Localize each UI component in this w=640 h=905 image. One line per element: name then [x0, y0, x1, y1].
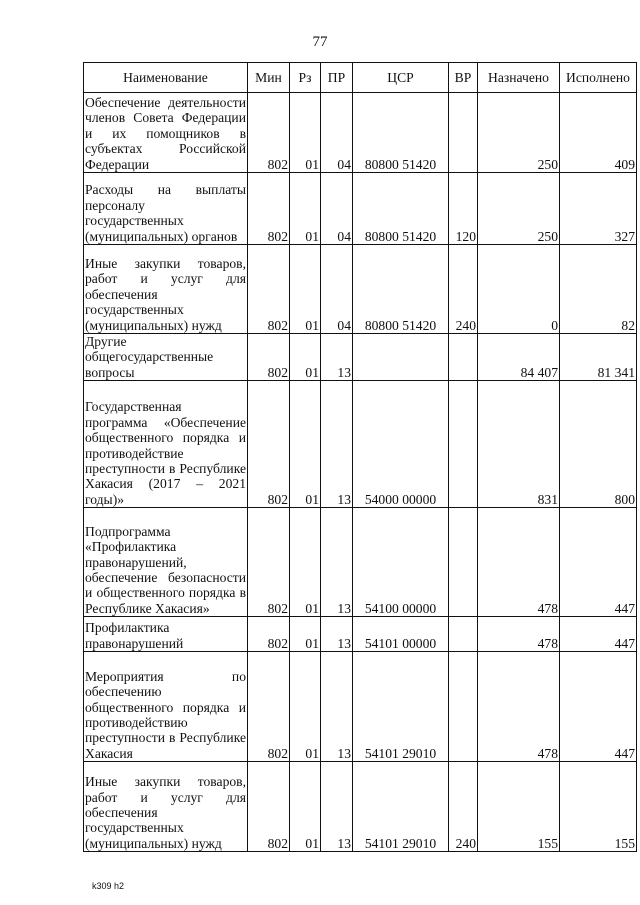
- row-csr: 54101 00000: [353, 617, 449, 652]
- row-name: Иные закупки товаров, работ и услуг для обеспечения государственных (муниципальных) нужд: [84, 245, 248, 334]
- header-rz: Рз: [290, 63, 321, 93]
- header-min: Мин: [248, 63, 290, 93]
- footer-code: k309 h2: [92, 881, 125, 891]
- row-assigned: 155: [478, 762, 560, 852]
- row-assigned: 0: [478, 245, 560, 334]
- row-min: 802: [248, 245, 290, 334]
- row-csr: 54101 29010: [353, 762, 449, 852]
- row-executed: 81 341: [560, 334, 637, 381]
- row-rz: 01: [290, 652, 321, 762]
- row-vr: 120: [449, 173, 478, 245]
- row-rz: 01: [290, 508, 321, 617]
- row-assigned: 250: [478, 93, 560, 173]
- table-header-row: [84, 63, 637, 93]
- row-vr: 240: [449, 245, 478, 334]
- row-assigned: 478: [478, 652, 560, 762]
- row-executed: 447: [560, 652, 637, 762]
- row-executed: 800: [560, 381, 637, 508]
- row-executed: 327: [560, 173, 637, 245]
- row-vr: [449, 652, 478, 762]
- table-row: [84, 762, 637, 852]
- row-csr: 80800 51420: [353, 93, 449, 173]
- row-executed: 447: [560, 617, 637, 652]
- table-row: [84, 381, 637, 508]
- row-name: Расходы на выплаты персоналу государственных (муниципальных) органов: [84, 173, 248, 245]
- row-executed: 409: [560, 93, 637, 173]
- row-vr: [449, 508, 478, 617]
- row-csr: 54000 00000: [353, 381, 449, 508]
- header-executed: Исполнено: [560, 63, 637, 93]
- row-pr: 13: [321, 652, 353, 762]
- row-csr: [353, 334, 449, 381]
- row-pr: 13: [321, 762, 353, 852]
- table-row: [84, 173, 637, 245]
- row-csr: 80800 51420: [353, 245, 449, 334]
- table-row: [84, 334, 637, 381]
- row-name: Другие общегосударственные вопросы: [84, 334, 248, 381]
- table-row: [84, 245, 637, 334]
- row-vr: [449, 381, 478, 508]
- row-min: 802: [248, 617, 290, 652]
- row-pr: 04: [321, 173, 353, 245]
- row-name: Мероприятия по обеспечению общественного порядка и противодействию преступности в Республике Хакасия: [84, 652, 248, 762]
- row-executed: 447: [560, 508, 637, 617]
- row-pr: 13: [321, 508, 353, 617]
- row-pr: 13: [321, 334, 353, 381]
- row-name: Иные закупки товаров, работ и услуг для обеспечения государственных (муниципальных) нужд: [84, 762, 248, 852]
- row-csr: 54101 29010: [353, 652, 449, 762]
- row-rz: 01: [290, 245, 321, 334]
- row-vr: [449, 617, 478, 652]
- row-min: 802: [248, 381, 290, 508]
- row-assigned: 250: [478, 173, 560, 245]
- row-assigned: 831: [478, 381, 560, 508]
- row-min: 802: [248, 652, 290, 762]
- row-name: Обеспечение деятельности членов Совета Федерации и их помощников в субъектах Российской Федерации: [84, 93, 248, 173]
- row-rz: 01: [290, 381, 321, 508]
- row-rz: 01: [290, 93, 321, 173]
- row-pr: 13: [321, 617, 353, 652]
- header-vr: ВР: [449, 63, 478, 93]
- row-vr: 240: [449, 762, 478, 852]
- row-name: Государственная программа «Обеспечение общественного порядка и противодействие преступности в Республике Хакасия (2017 – 2021 годы)»: [84, 381, 248, 508]
- row-rz: 01: [290, 762, 321, 852]
- row-vr: [449, 334, 478, 381]
- row-name: Подпрограмма «Профилактика правонарушений, обеспечение безопасности и общественного порядка в Республике Хакасия»: [84, 508, 248, 617]
- row-executed: 155: [560, 762, 637, 852]
- row-vr: [449, 93, 478, 173]
- row-rz: 01: [290, 617, 321, 652]
- page-number: 77: [312, 34, 328, 50]
- row-min: 802: [248, 762, 290, 852]
- header-assigned: Назначено: [478, 63, 560, 93]
- row-pr: 04: [321, 93, 353, 173]
- row-min: 802: [248, 173, 290, 245]
- row-executed: 82: [560, 245, 637, 334]
- row-min: 802: [248, 93, 290, 173]
- row-pr: 13: [321, 381, 353, 508]
- row-rz: 01: [290, 173, 321, 245]
- row-csr: 54100 00000: [353, 508, 449, 617]
- row-pr: 04: [321, 245, 353, 334]
- row-assigned: 478: [478, 508, 560, 617]
- row-rz: 01: [290, 334, 321, 381]
- table-row: [84, 617, 637, 652]
- row-assigned: 478: [478, 617, 560, 652]
- table-row: [84, 508, 637, 617]
- row-min: 802: [248, 334, 290, 381]
- table-row: [84, 652, 637, 762]
- budget-table: [83, 62, 637, 852]
- table-row: [84, 93, 637, 173]
- row-csr: 80800 51420: [353, 173, 449, 245]
- row-min: 802: [248, 508, 290, 617]
- row-name: Профилактика правонарушений: [84, 617, 248, 652]
- header-pr: ПР: [321, 63, 353, 93]
- header-csr: ЦСР: [353, 63, 449, 93]
- row-assigned: 84 407: [478, 334, 560, 381]
- header-name: Наименование: [84, 63, 248, 93]
